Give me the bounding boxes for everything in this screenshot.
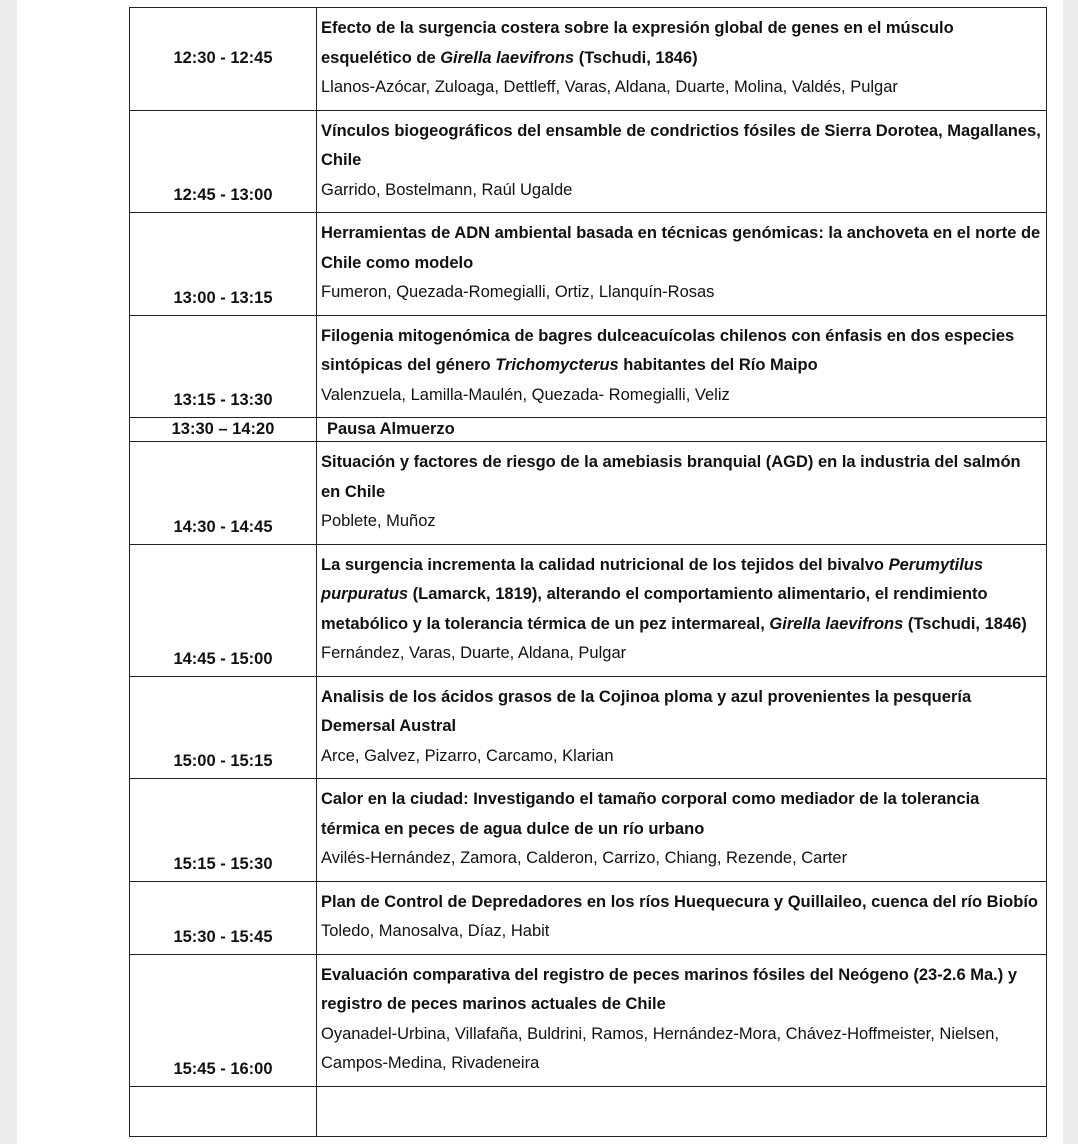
talk-title: Filogenia mitogenómica de bagres dulceacuícolas chilenos con énfasis en dos especies sintópicas del género Trichomycterus habitantes del Río Maipo	[321, 326, 1015, 374]
table-row	[130, 881, 1047, 954]
talk-authors: Valenzuela, Lamilla-Maulén, Quezada- Romegialli, Veliz	[321, 385, 730, 404]
empty-time-cell	[130, 1086, 317, 1136]
talk-authors: Llanos-Azócar, Zuloaga, Dettleff, Varas, Aldana, Duarte, Molina, Valdés, Pulgar	[321, 78, 898, 96]
time-cell: 12:45 - 13:00	[130, 110, 317, 213]
time-cell: 14:45 - 15:00	[130, 544, 317, 676]
table-row	[130, 544, 1047, 676]
talk-title: Plan de Control de Depredadores en los ríos Huequecura y Quillaileo, cuenca del río Biobío	[321, 892, 1038, 911]
table-row	[130, 779, 1047, 882]
schedule-table	[129, 7, 1047, 1137]
table-row	[130, 110, 1047, 213]
talk-cell	[317, 442, 1047, 545]
talk-authors: Poblete, Muñoz	[321, 512, 436, 530]
talk-authors: Toledo, Manosalva, Díaz, Habit	[321, 922, 550, 940]
talk-title: Vínculos biogeográficos del ensamble de condrictios fósiles de Sierra Dorotea, Magallanes, Chile	[321, 121, 1041, 169]
table-row	[130, 8, 1047, 111]
talk-title: Calor en la ciudad: Investigando el tamaño corporal como mediador de la tolerancia térmica en peces de agua dulce de un río urbano	[321, 790, 980, 838]
talk-cell	[317, 881, 1047, 954]
table-row	[130, 213, 1047, 316]
talk-title: Herramientas de ADN ambiental basada en técnicas genómicas: la anchoveta en el norte de Chile como modelo	[321, 224, 1041, 272]
talk-title: Efecto de la surgencia costera sobre la expresión global de genes en el músculo esquelético de Girella laevifrons (Tschudi, 1846)	[321, 19, 954, 67]
talk-cell	[317, 213, 1047, 316]
table-row	[130, 442, 1047, 545]
time-cell: 15:30 - 15:45	[130, 881, 317, 954]
time-cell: 15:15 - 15:30	[130, 779, 317, 882]
empty-talk-cell	[317, 1086, 1047, 1136]
talk-title: Evaluación comparativa del registro de peces marinos fósiles del Neógeno (23-2.6 Ma.) y registro de peces marinos actuales de Chile	[321, 965, 1017, 1013]
lunch-row	[130, 418, 1047, 442]
time-cell: 14:30 - 14:45	[130, 442, 317, 545]
talk-authors: Fumeron, Quezada-Romegialli, Ortiz, Llanquín-Rosas	[321, 283, 715, 301]
table-row	[130, 954, 1047, 1086]
talk-cell	[317, 676, 1047, 779]
talk-title: Analisis de los ácidos grasos de la Cojinoa ploma y azul provenientes la pesquería Demersal Austral	[321, 687, 972, 735]
talk-cell	[317, 954, 1047, 1086]
document-page	[17, 0, 1063, 1144]
table-row	[130, 676, 1047, 779]
time-cell: 12:30 - 12:45	[130, 8, 317, 111]
time-cell: 13:15 - 13:30	[130, 315, 317, 418]
time-cell: 15:00 - 15:15	[130, 676, 317, 779]
talk-cell	[317, 544, 1047, 676]
talk-title: Situación y factores de riesgo de la amebiasis branquial (AGD) en la industria del salmón en Chile	[321, 453, 1021, 501]
talk-cell	[317, 8, 1047, 111]
talk-title: La surgencia incrementa la calidad nutricional de los tejidos del bivalvo Perumytilus purpuratus (Lamarck, 1819), alterando el comportamiento alimentario, el rendimiento metabólico y la tolerancia térmica de un pez intermareal, Girella laevifrons (Tschudi, 1846)	[321, 555, 1027, 633]
talk-authors: Arce, Galvez, Pizarro, Carcamo, Klarian	[321, 746, 614, 765]
time-cell: 13:00 - 13:15	[130, 213, 317, 316]
time-cell: 13:30 – 14:20	[130, 418, 317, 442]
table-row	[130, 315, 1047, 418]
empty-row	[130, 1086, 1047, 1136]
talk-authors: Oyanadel-Urbina, Villafaña, Buldrini, Ramos, Hernández-Mora, Chávez-Hoffmeister, Nielsen, Campos-Medina, Rivadeneira	[321, 1024, 1000, 1072]
talk-authors: Fernández, Varas, Duarte, Aldana, Pulgar	[321, 644, 627, 662]
talk-authors: Garrido, Bostelmann, Raúl Ugalde	[321, 180, 573, 199]
talk-cell	[317, 315, 1047, 418]
talk-cell	[317, 110, 1047, 213]
talk-authors: Avilés-Hernández, Zamora, Calderon, Carrizo, Chiang, Rezende, Carter	[321, 849, 848, 867]
lunch-label: Pausa Almuerzo	[317, 418, 1047, 442]
time-cell: 15:45 - 16:00	[130, 954, 317, 1086]
talk-cell	[317, 779, 1047, 882]
